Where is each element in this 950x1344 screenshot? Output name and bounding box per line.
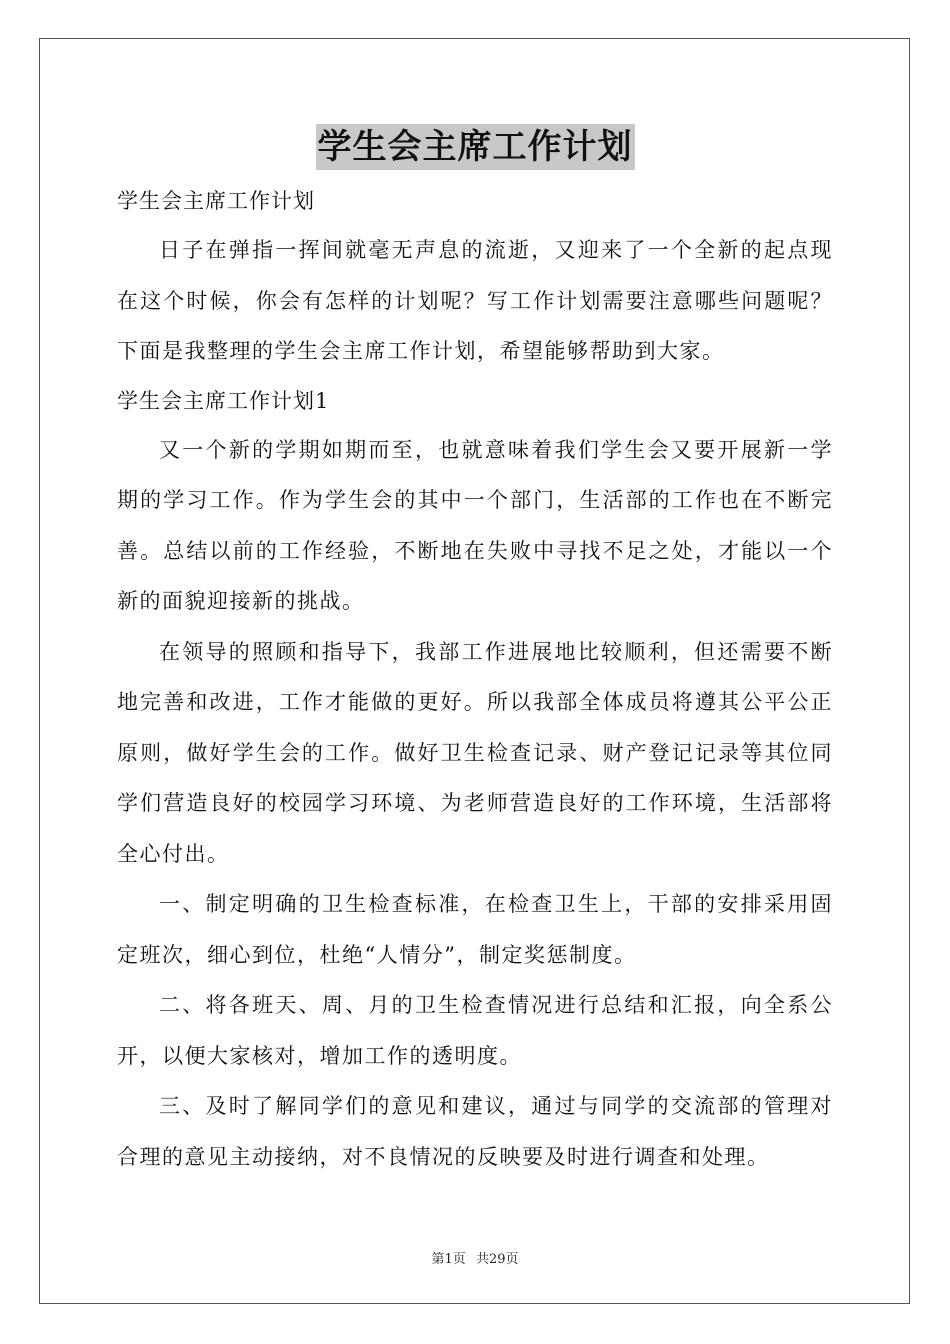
intro-paragraph: 日子在弹指一挥间就毫无声息的流逝，又迎来了一个全新的起点现在这个时候，你会有怎样的计划呢？写工作计划需要注意哪些问题呢？下面是我整理的学生会主席工作计划，希望能够帮助到大家。 [117, 238, 833, 363]
title-container [0, 124, 950, 170]
body-paragraph: 一、制定明确的卫生检查标准，在检查卫生上，干部的安排采用固定班次，细心到位，杜绝“人情分”，制定奖惩制度。 [117, 892, 833, 967]
body-paragraph: 在领导的照顾和指导下，我部工作进展地比较顺利，但还需要不断地完善和改进，工作才能做的更好。所以我部全体成员将遵其公平公正原则，做好学生会的工作。做好卫生检查记录、财产登记记录等其位同学们营造良好的校园学习环境、为老师营造良好的工作环境，生活部将全心付出。 [117, 639, 833, 866]
body-paragraph: 又一个新的学期如期而至，也就意味着我们学生会又要开展新一学期的学习工作。作为学生会的其中一个部门，生活部的工作也在不断完善。总结以前的工作经验，不断地在失败中寻找不足之处，才能以一个新的面貌迎接新的挑战。 [117, 437, 833, 613]
document-title: 学生会主席工作计划 [316, 124, 635, 170]
section-heading: 学生会主席工作计划1 [117, 388, 330, 413]
page-number: 第1页 [431, 1252, 466, 1267]
body-paragraph: 二、将各班天、周、月的卫生检查情况进行总结和汇报，向全系公开，以便大家核对，增加工作的透明度。 [117, 993, 833, 1068]
document-subtitle: 学生会主席工作计划 [117, 189, 315, 213]
body-paragraph: 三、及时了解同学们的意见和建议，通过与同学的交流部的管理对合理的意见主动接纳，对不良情况的反映要及时进行调查和处理。 [117, 1094, 833, 1169]
document-body [117, 178, 833, 1182]
page-footer [0, 1248, 950, 1267]
page-total: 共29页 [475, 1252, 519, 1267]
